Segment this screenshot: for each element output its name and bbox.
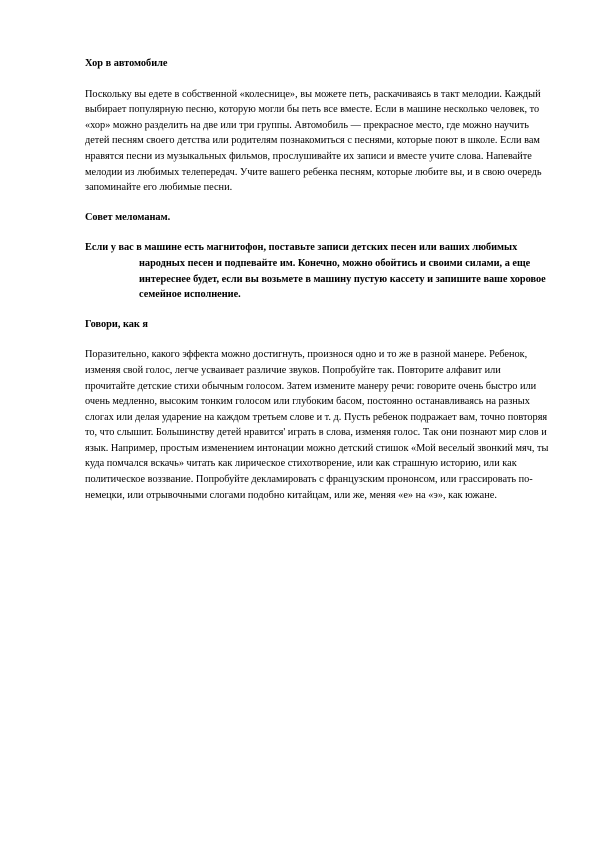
spacer (85, 303, 553, 317)
document-body (85, 56, 553, 503)
section-title-speak-like-me: Говори, как я (85, 318, 148, 330)
spacer (85, 72, 553, 87)
section-text-music-tip: Если у вас в машине есть магнитофон, поставьте записи детских песен или ваших любимых народных песен и подпевайте им. Конечно, можно обойтись и своими силами, а еще интереснее будет, если вы возьмете в машину пустую кассету и запишите ваше хоровое семейное исполнение. (85, 242, 546, 301)
spacer (85, 196, 553, 210)
section-title-car-choir: Хор в автомобиле (85, 58, 168, 69)
section-text-car-choir: Поскольку вы едете в собственной «колеснице», вы можете петь, раскачиваясь в такт мелодии. Каждый выбирает популярную песню, которую могли бы петь все вместе. Если в машине несколько человек, то «хор» можно разделить на две или три группы. Автомобиль — прекрасное место, где можно научить детей песням своего детства или родителям познакомиться с песнями, которые поют в школе. Если вам нравятся песни из музыкальных фильмов, прослушивайте их записи и вместе учите слова. Напевайте мелодии из любимых телепередач. Учите вашего ребенка песням, которые любите вы, и в свою очередь запоминайте его любимые песни. (85, 88, 542, 194)
spacer (85, 225, 553, 240)
section-text-speak-like-me: Поразительно, какого эффекта можно достигнуть, произнося одно и то же в разной манере. Ребенок, изменяя свой голос, легче усваивает различие звуков. Попробуйте так. Повторите алфавит или прочитайте детские стихи обычным голосом. Затем измените манеру речи: говорите очень быстро или очень медленно, высоким тонким голосом или глубоким басом, постоянно останавливаясь на разных слогах или делая ударение на каждом третьем слове и т. д. Пусть ребенок подражает вам, точно повторяя то, что слышит. Большинству детей нравится' играть в слова, изменяя голос. Так они познают мир слов и язык. Например, простым изменением интонации можно детский стишок «Мой веселый звонкий мяч, ты куда помчался вскачь» читать как лирическое стихотворение, или как страшную историю, или как политическое воззвание. Попробуйте декламировать с французским прононсом, или грассировать по-немецки, или отрывочными слогами подобно китайцам, или же, меняя «е» на «э», как южане. (85, 349, 549, 501)
section-title-music-tip: Совет меломанам. (85, 211, 171, 223)
spacer (85, 332, 553, 347)
